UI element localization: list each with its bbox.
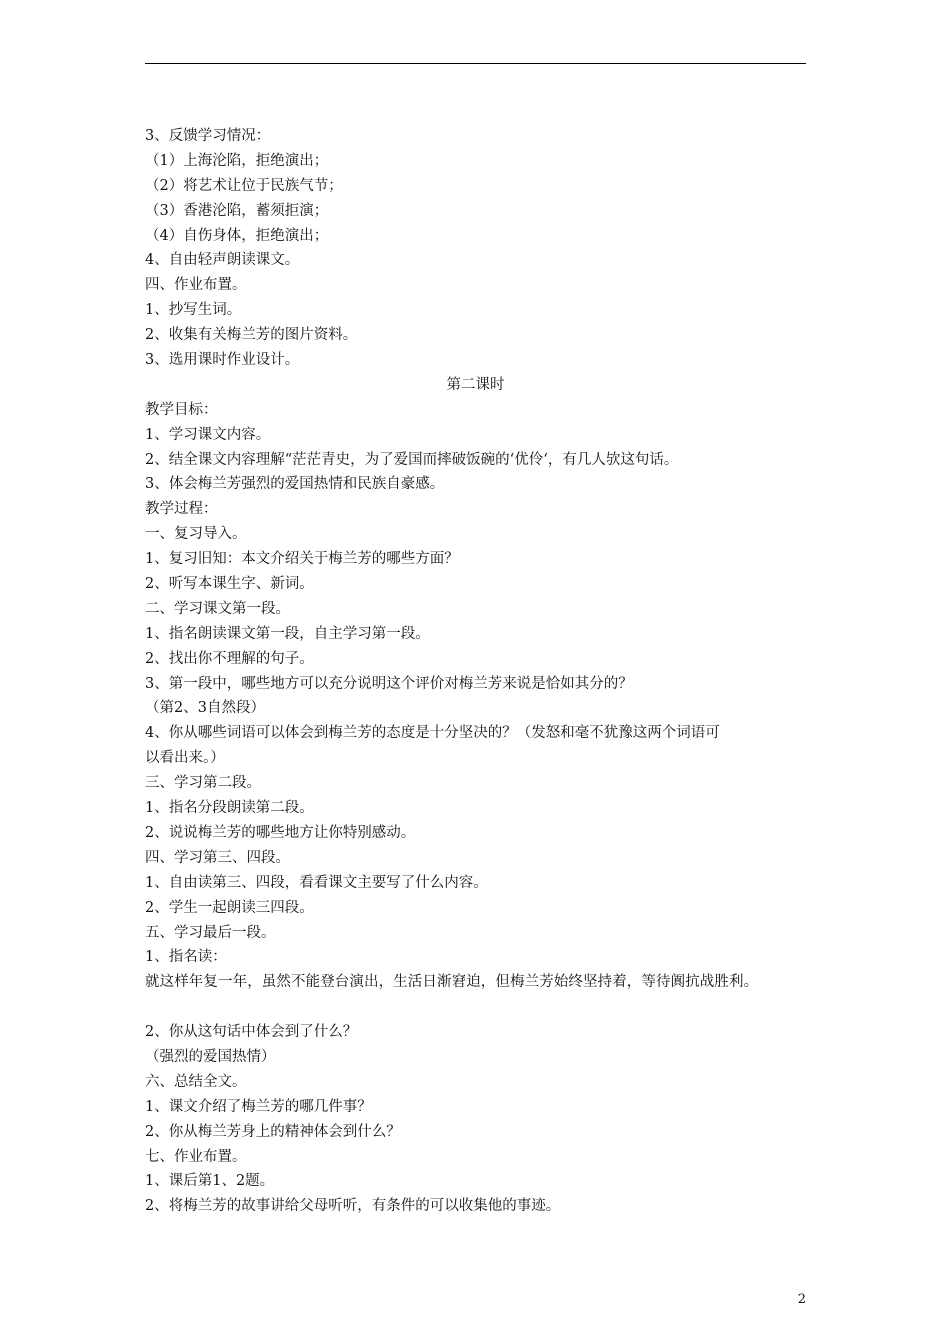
text-line: 教学过程： [145,501,218,518]
text-line: 1、指名朗读课文第一段，自主学习第一段。 [145,625,430,642]
text-line: 2、听写本课生字、新词。 [145,576,314,593]
text-line: 1、指名分段朗读第二段。 [145,800,314,817]
text-line: 2、你从梅兰芳身上的精神体会到什么？ [145,1123,401,1140]
text-line: 1、学习课文内容。 [145,426,271,443]
text-line: （3）香港沦陷，蓄须拒演； [145,202,329,219]
text-line: 1、课文介绍了梅兰芳的哪几件事？ [145,1098,372,1115]
text-line: 四、学习第三、四段。 [145,849,290,866]
text-line: 二、学习课文第一段。 [145,600,290,617]
text-line: 4、你从哪些词语可以体会到梅兰芳的态度是十分坚决的？（发怒和毫不犹豫这两个词语可 [145,725,720,742]
text-line: 以看出来。） [145,750,225,767]
text-line: 3、反馈学习情况： [145,128,271,144]
text-line: 六、总结全文。 [145,1073,247,1090]
header-rule [145,63,806,64]
text-line: 七、作业布置。 [145,1148,247,1165]
text-line: 3、选用课时作业设计。 [145,352,300,369]
text-line: 2、将梅兰芳的故事讲给父母听听，有条件的可以收集他的事迹。 [145,1198,561,1215]
text-line: 3、第一段中，哪些地方可以充分说明这个评价对梅兰芳来说是恰如其分的？ [145,675,633,692]
text-line: 1、课后第1、2题。 [145,1173,275,1190]
blank-line [145,995,820,1020]
text-line: 3、体会梅兰芳强烈的爱国热情和民族自豪感。 [145,476,445,493]
text-line: 四、作业布置。 [145,277,247,294]
text-line: 4、自由轻声朗读课文。 [145,252,300,269]
text-line: （第2、3自然段） [145,700,265,717]
text-line: 2、收集有关梅兰芳的图片资料。 [145,327,358,344]
text-line: 1、自由读第三、四段，看看课文主要写了什么内容。 [145,874,488,891]
page-number: 2 [797,1292,806,1307]
text-line: （2）将艺术让位于民族气节； [145,177,343,194]
text-line: 一、复习导入。 [145,526,247,543]
text-line: 五、学习最后一段。 [145,924,276,941]
document-body [145,124,820,1219]
text-line: 1、抄写生词。 [145,302,242,319]
text-line: 就这样年复一年，虽然不能登台演出，生活日渐窘迫，但梅兰芳始终坚持着，等待阗抗战胜利。 [145,974,759,991]
text-line: 2、找出你不理解的句子。 [145,650,314,667]
text-line: 2、说说梅兰芳的哪些地方让你特别感动。 [145,824,416,841]
text-line: 三、学习第二段。 [145,775,261,792]
text-line: 2、学生一起朗读三四段。 [145,899,314,916]
text-line: 教学目标： [145,401,218,418]
text-line: 2、你从这句话中体会到了什么？ [145,1024,358,1041]
text-line: （强烈的爱国热情） [145,1048,276,1065]
lesson-heading: 第二课时 [446,376,505,393]
text-line: 1、复习旧知：本文介绍关于梅兰芳的哪些方面？ [145,551,459,568]
text-line: 2、结全课文内容理解“茫茫青史，为了爱国而摔破饭碗的‘优伶‘，有几人欤这句话。 [145,451,679,468]
text-line: （4）自伤身体，拒绝演出； [145,227,329,244]
text-line: 1、指名读： [145,949,227,966]
text-line: （1）上海沦陷，拒绝演出； [145,152,329,169]
